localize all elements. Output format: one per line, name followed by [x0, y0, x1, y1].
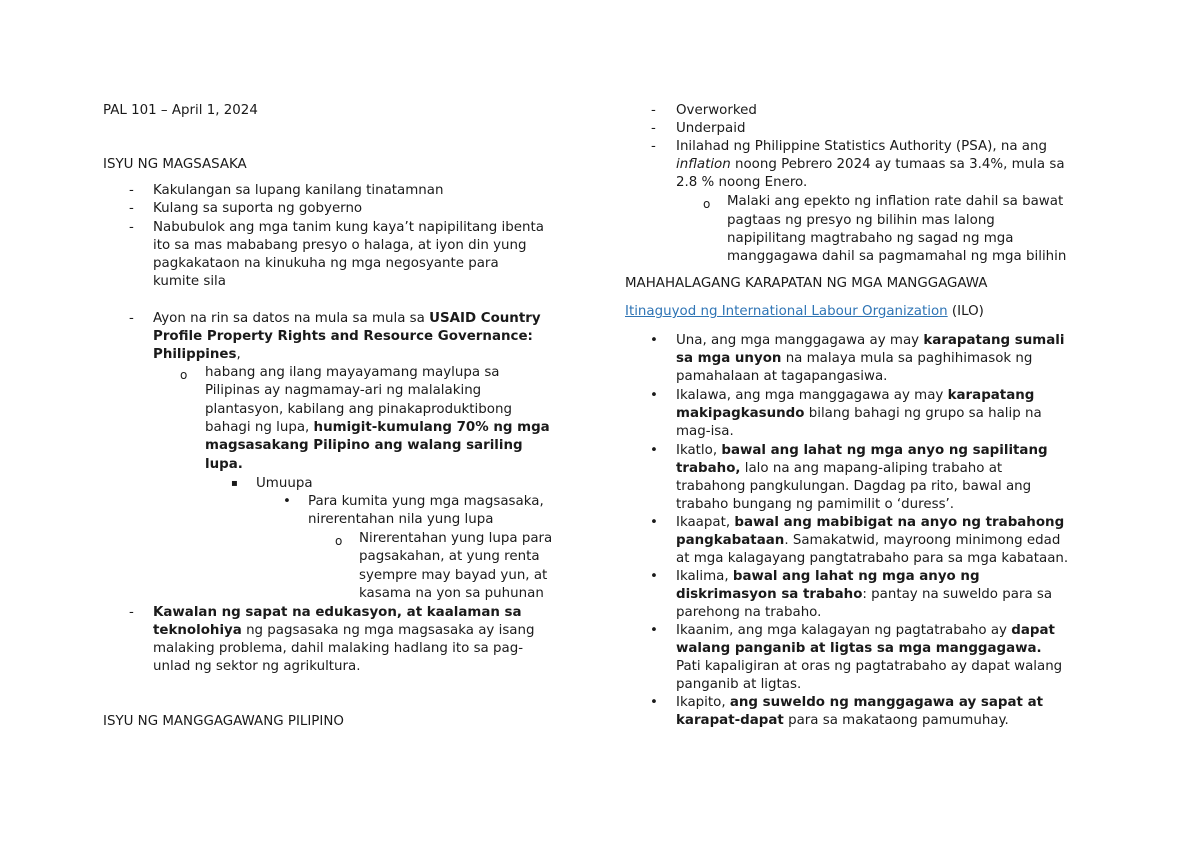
section-heading-manggagawa: ISYU NG MANGGAGAWANG PILIPINO	[103, 714, 344, 729]
dash-bullet: -	[651, 103, 656, 118]
dash-bullet: -	[129, 605, 134, 620]
text-span: noong Pebrero 2024 ay tumaas sa 3.4%, mula sa	[730, 157, 1065, 172]
bold-span: pangkabataan	[676, 533, 785, 548]
dash-bullet: -	[129, 311, 134, 326]
right-item-line	[676, 568, 980, 586]
text-span: Ikaapat,	[676, 515, 735, 530]
sub-item-line: lupa.	[205, 457, 243, 472]
nested-item-line: nirerentahan nila yung lupa	[308, 512, 494, 527]
right-item-line	[676, 694, 1043, 712]
list-item-line	[153, 346, 241, 364]
text-span: Ikapito,	[676, 695, 730, 710]
list-item-line: 2.8 % noong Enero.	[676, 175, 808, 190]
dot-bullet: •	[650, 388, 658, 403]
list-item-line: unlad ng sektor ng agrikultura.	[153, 659, 361, 674]
list-item-line: ito sa mas mababang presyo o halaga, at iyon din yung	[153, 238, 527, 253]
right-item-line	[676, 405, 1042, 423]
right-item-line	[676, 460, 1002, 478]
right-item-line	[676, 622, 1055, 640]
sub-sub-item: Umuupa	[256, 476, 313, 491]
list-item-line: kumite sila	[153, 274, 226, 289]
bold-span: bawal ang lahat ng mga anyo ng	[732, 569, 980, 584]
dot-bullet: •	[650, 569, 658, 584]
ilo-link[interactable]: Itinaguyod ng International Labour Organization	[625, 304, 948, 319]
nested-item-line: kasama na yon sa puhunan	[359, 586, 544, 601]
sub-item-line: plantasyon, kabilang ang pinakaproduktibong	[205, 402, 512, 417]
text-span: (ILO)	[947, 304, 984, 319]
circle-bullet: o	[703, 197, 711, 211]
text-span: ,	[236, 347, 241, 362]
list-item-line	[153, 622, 534, 640]
bold-span: karapat-dapat	[676, 713, 784, 728]
right-item-line: mag-isa.	[676, 424, 734, 439]
bold-span: dapat	[1011, 623, 1055, 638]
right-item-line	[676, 350, 1032, 368]
nested-item-line: pagsakahan, at yung renta	[359, 549, 540, 564]
text-span: Ayon na rin sa datos na mula sa mula sa	[153, 311, 430, 326]
bold-span: humigit-kumulang 70% ng mga	[313, 420, 550, 435]
sub-item-line: magsasakang Pilipino ang walang sariling	[205, 438, 523, 453]
right-item-line: panganib at ligtas.	[676, 677, 802, 692]
sub-item-line: habang ang ilang mayayamang maylupa sa	[205, 365, 500, 380]
right-item-line	[676, 532, 1060, 550]
right-item-line: trabahong pangkulungan. Dagdag pa rito, bawal ang	[676, 479, 1032, 494]
bold-span: karapatang	[947, 388, 1035, 403]
dot-bullet: •	[283, 494, 291, 509]
text-span: Ikalima,	[676, 569, 733, 584]
text-span: na malaya mula sa paghihimasok ng	[781, 351, 1033, 366]
right-item-line: parehong na trabaho.	[676, 605, 822, 620]
nested-item-line: syempre may bayad yun, at	[359, 568, 548, 583]
bold-span: Philippines	[153, 347, 237, 362]
section-heading-magsasaka: ISYU NG MAGSASAKA	[103, 157, 247, 172]
text-span: : pantay na suweldo para sa	[862, 587, 1053, 602]
nested-item-line: Nirerentahan yung lupa para	[359, 531, 553, 546]
text-span: Ikaanim, ang mga kalagayan ng pagtatrabaho ay	[676, 623, 1012, 638]
circle-bullet: o	[335, 534, 343, 548]
text-span: ng pagsasaka ng mga magsasaka ay isang	[241, 623, 535, 638]
dash-bullet: -	[651, 121, 656, 136]
italic-span: inflation	[676, 157, 731, 172]
list-item-line: Inilahad ng Philippine Statistics Authority (PSA), na ang	[676, 139, 1047, 154]
bold-span: karapatang sumali	[923, 333, 1065, 348]
text-span: bilang bahagi ng grupo sa halip na	[804, 406, 1042, 421]
bold-span: USAID Country	[429, 311, 541, 326]
sub-item-line: Malaki ang epekto ng inflation rate dahil sa bawat	[727, 194, 1064, 209]
list-item: Overworked	[676, 103, 757, 118]
list-item-line	[153, 310, 541, 328]
text-span: Ikatlo,	[676, 443, 722, 458]
sub-item-line: pagtaas ng presyo ng bilihin mas lalong	[727, 213, 995, 228]
list-item-line: Profile Property Rights and Resource Governance:	[153, 329, 533, 344]
dot-bullet: •	[650, 443, 658, 458]
sub-item-line: manggagawa dahil sa pagmamahal ng mga bilihin	[727, 249, 1067, 264]
right-item-line	[676, 712, 1009, 730]
dot-bullet: •	[650, 333, 658, 348]
sub-item-line: napipilitang magtrabaho ng sagad ng mga	[727, 231, 1014, 246]
right-item-line: trabaho bungang ng pamimilit o ‘duress’.	[676, 497, 955, 512]
sub-item-line	[205, 419, 550, 437]
bold-span: diskrimasyon sa trabaho	[676, 587, 863, 602]
ilo-line	[625, 303, 984, 321]
dot-bullet: •	[650, 695, 658, 710]
list-item: Kulang sa suporta ng gobyerno	[153, 201, 363, 216]
sub-item-line: Pilipinas ay nagmamay-ari ng malalaking	[205, 383, 482, 398]
text-span: bahagi ng lupa,	[205, 420, 314, 435]
list-item: Underpaid	[676, 121, 746, 136]
list-item-line: Nabubulok ang mga tanim kung kaya’t napipilitang ibenta	[153, 220, 544, 235]
right-item-line	[676, 332, 1064, 350]
right-item-line: at mga kalagayang pangtatrabaho para sa mga kabataan.	[676, 551, 1069, 566]
bold-span: bawal ang mabibigat na anyo ng trabahong	[734, 515, 1065, 530]
bold-span: sa mga unyon	[676, 351, 782, 366]
nested-item-line: Para kumita yung mga magsasaka,	[308, 494, 544, 509]
dash-bullet: -	[651, 139, 656, 154]
dot-bullet: •	[650, 623, 658, 638]
dash-bullet: -	[129, 201, 134, 216]
bold-span: ang suweldo ng manggagawa ay sapat at	[729, 695, 1044, 710]
right-item-line	[676, 442, 1048, 460]
list-item-line: pagkakataon na kinukuha ng mga negosyante para	[153, 256, 499, 271]
right-item-line: pamahalaan at tagapangasiwa.	[676, 369, 888, 384]
text-span: lalo na ang mapang-aliping trabaho at	[740, 461, 1003, 476]
dash-bullet: -	[129, 183, 134, 198]
text-span: Una, ang mga manggagawa ay may	[676, 333, 924, 348]
right-item-line	[676, 514, 1064, 532]
list-item-line: Kawalan ng sapat na edukasyon, at kaalaman sa	[153, 605, 522, 620]
bold-span: bawal ang lahat ng mga anyo ng sapilitang	[721, 443, 1048, 458]
right-item-line: walang panganib at ligtas sa mga manggagawa.	[676, 641, 1042, 656]
right-item-line	[676, 387, 1034, 405]
list-item: Kakulangan sa lupang kanilang tinatamnan	[153, 183, 444, 198]
section-heading-karapatan: MAHAHALAGANG KARAPATAN NG MGA MANGGAGAWA	[625, 276, 988, 291]
doc-header: PAL 101 – April 1, 2024	[103, 103, 258, 118]
right-item-line	[676, 586, 1052, 604]
square-bullet: ▪	[231, 478, 238, 489]
bold-span: trabaho,	[676, 461, 741, 476]
bold-span: teknolohiya	[153, 623, 242, 638]
bold-span: makipagkasundo	[676, 406, 805, 421]
text-span: para sa makataong pamumuhay.	[783, 713, 1009, 728]
list-item-line: malaking problema, dahil malaking hadlang ito sa pag-	[153, 641, 524, 656]
right-item-line: Pati kapaligiran at oras ng pagtatrabaho ay dapat walang	[676, 659, 1063, 674]
dash-bullet: -	[129, 220, 134, 235]
text-span: . Samakatwid, mayroong minimong edad	[784, 533, 1061, 548]
dot-bullet: •	[650, 515, 658, 530]
text-span: Ikalawa, ang mga manggagawa ay may	[676, 388, 948, 403]
circle-bullet: o	[180, 368, 188, 382]
list-item-line	[676, 156, 1065, 174]
